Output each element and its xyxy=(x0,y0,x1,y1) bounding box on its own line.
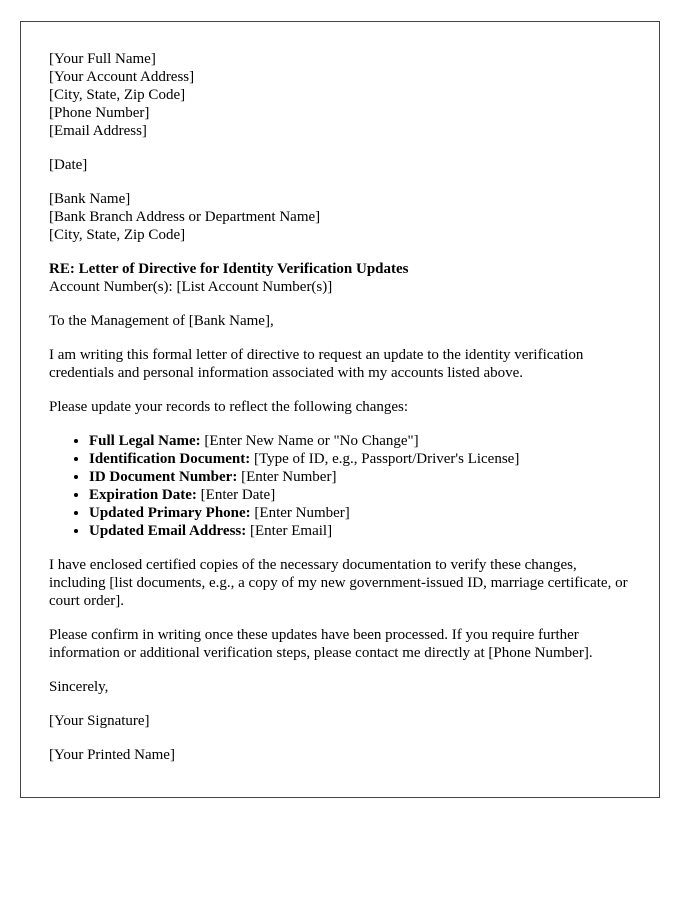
printed-name: [Your Printed Name] xyxy=(49,747,175,763)
letter-date: [Date] xyxy=(49,157,88,173)
change-label: Expiration Date: xyxy=(89,487,197,503)
date-block xyxy=(49,156,631,174)
change-label: Identification Document: xyxy=(89,451,251,467)
sign-off: Sincerely, xyxy=(49,679,109,695)
list-intro-paragraph: Please update your records to reflect the following changes: xyxy=(49,399,409,415)
sender-name: [Your Full Name] xyxy=(49,51,156,67)
recipient-branch: [Bank Branch Address or Department Name] xyxy=(49,209,321,225)
change-value: [Enter Date] xyxy=(196,487,276,503)
change-value: [Enter Number] xyxy=(250,505,350,521)
change-value: [Enter Number] xyxy=(237,469,337,485)
change-label: Full Legal Name: xyxy=(89,433,201,449)
list-item xyxy=(89,504,631,522)
sender-address: [Your Account Address] xyxy=(49,69,195,85)
list-item xyxy=(89,486,631,504)
change-label: Updated Email Address: xyxy=(89,523,247,539)
intro-paragraph: I am writing this formal letter of directive to request an update to the identity verification credentials and personal information associated with my accounts listed above. xyxy=(49,347,584,381)
change-label: ID Document Number: xyxy=(89,469,238,485)
list-item xyxy=(89,432,631,450)
recipient-block xyxy=(49,190,631,244)
confirm-paragraph: Please confirm in writing once these updates have been processed. If you require further information or additional verification steps, please contact me directly at [Phone Number]. xyxy=(49,627,593,661)
change-value: [Enter New Name or "No Change"] xyxy=(200,433,419,449)
recipient-bank-name: [Bank Name] xyxy=(49,191,131,207)
change-value: [Type of ID, e.g., Passport/Driver's License] xyxy=(250,451,520,467)
salutation: To the Management of [Bank Name], xyxy=(49,313,274,329)
sender-block xyxy=(49,50,631,140)
change-value: [Enter Email] xyxy=(246,523,333,539)
sender-email: [Email Address] xyxy=(49,123,147,139)
letter-page xyxy=(20,21,660,798)
list-item xyxy=(89,468,631,486)
sender-phone: [Phone Number] xyxy=(49,105,150,121)
list-item xyxy=(89,450,631,468)
signature-placeholder: [Your Signature] xyxy=(49,713,150,729)
changes-list xyxy=(49,432,631,540)
account-numbers: Account Number(s): [List Account Number(s)] xyxy=(49,279,333,295)
change-label: Updated Primary Phone: xyxy=(89,505,251,521)
recipient-city-state-zip: [City, State, Zip Code] xyxy=(49,227,186,243)
sender-city-state-zip: [City, State, Zip Code] xyxy=(49,87,186,103)
subject-block xyxy=(49,260,631,296)
subject-line: RE: Letter of Directive for Identity Verification Updates xyxy=(49,261,409,277)
list-item xyxy=(89,522,631,540)
enclosed-paragraph: I have enclosed certified copies of the necessary documentation to verify these changes, including [list documents, e.g., a copy of my new government-issued ID, marriage certificate, or court order]. xyxy=(49,557,628,609)
